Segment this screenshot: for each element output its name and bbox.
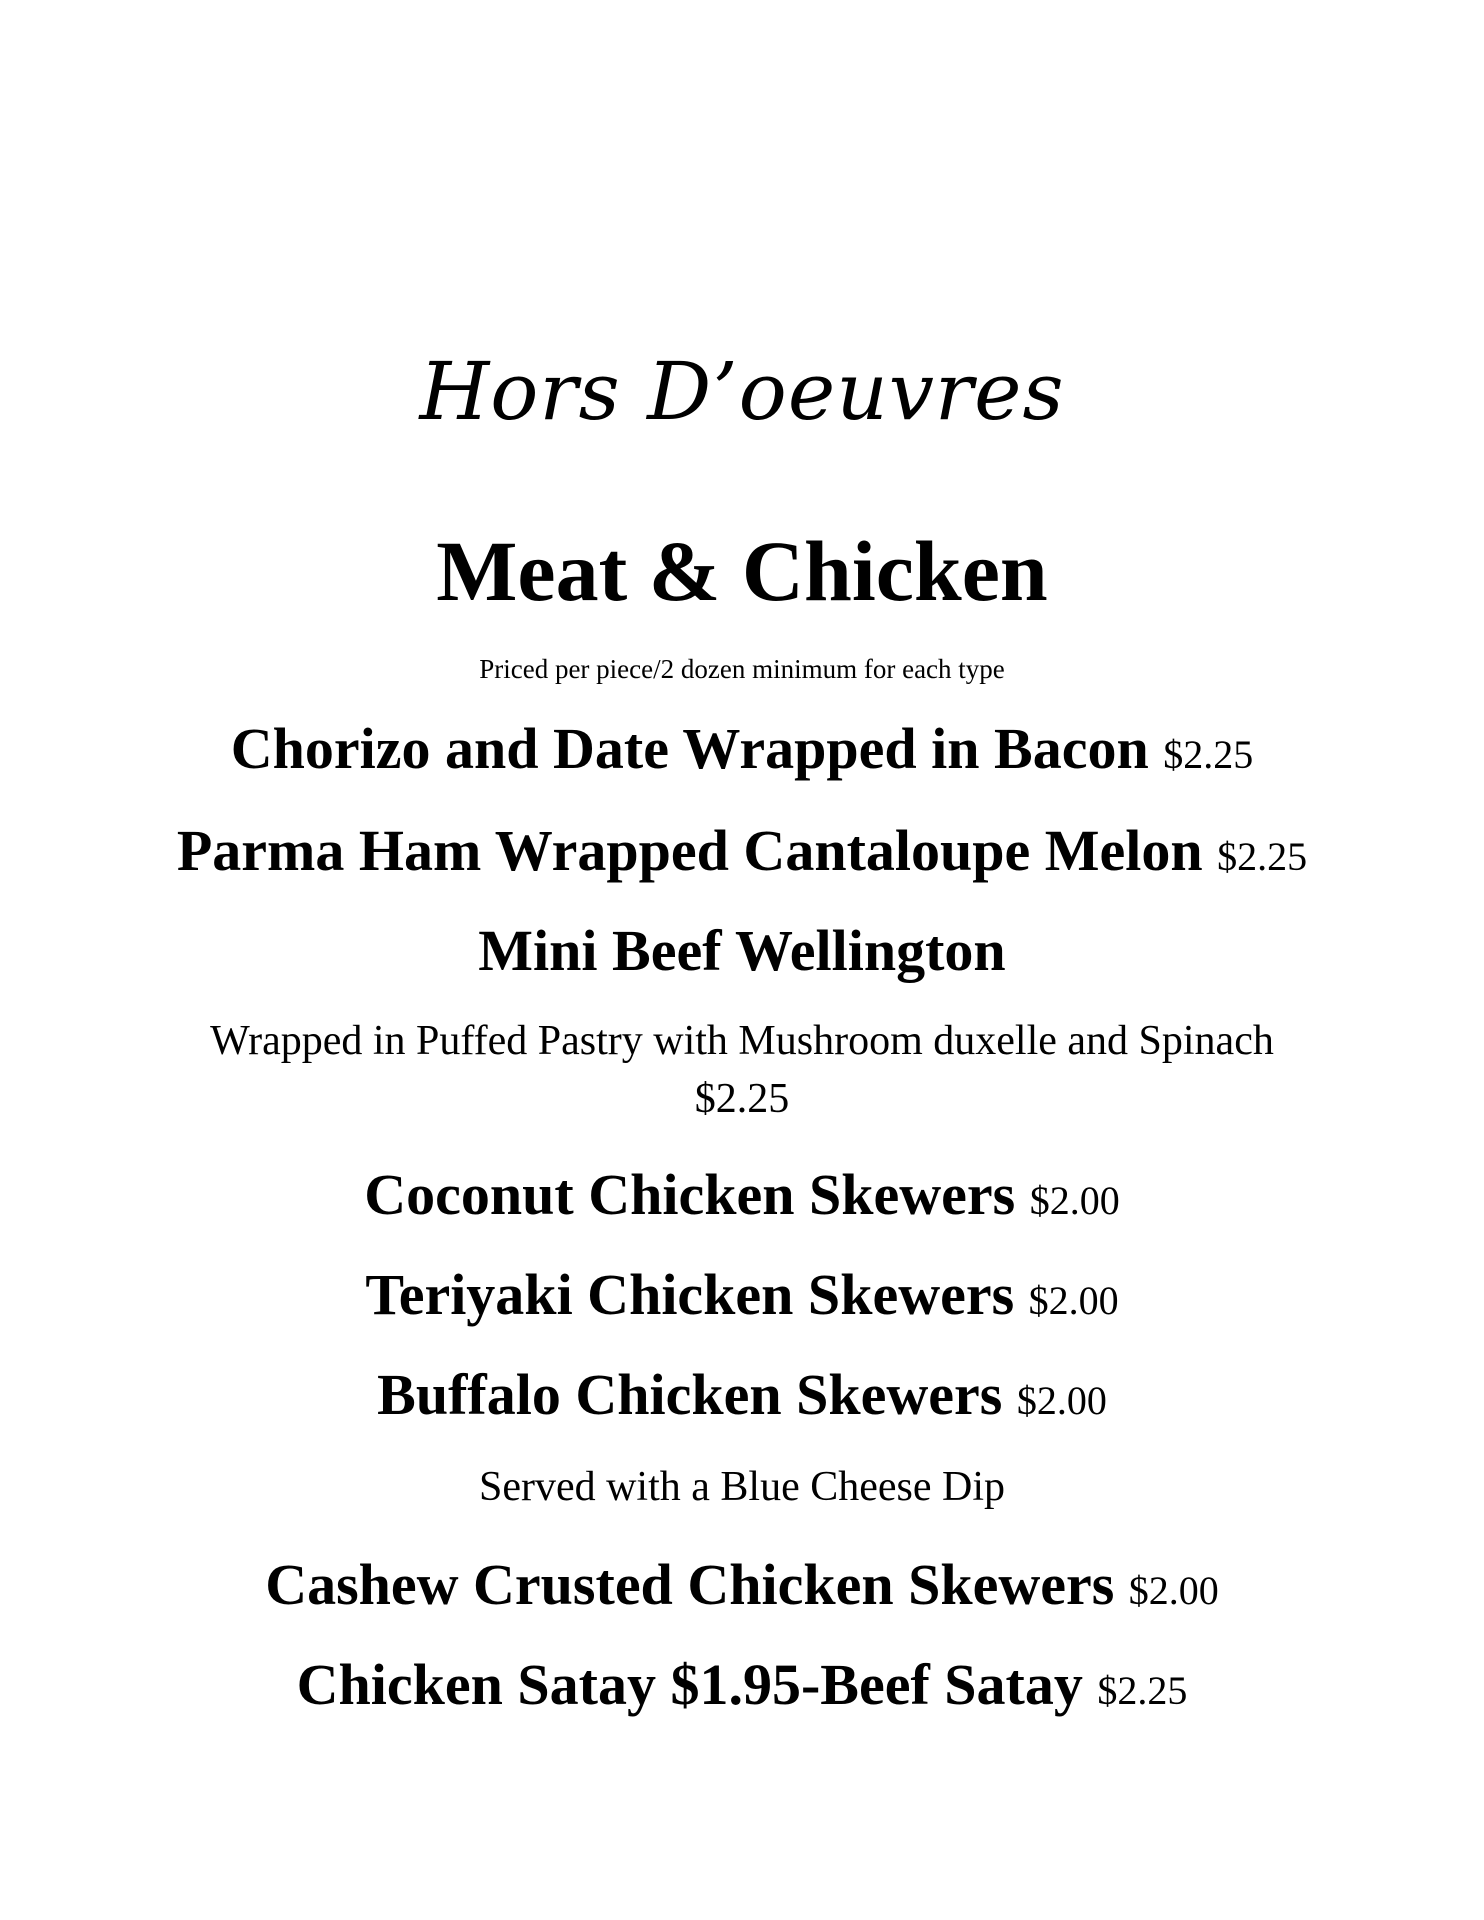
item-price-beef-wellington: $2.25 — [694, 1076, 790, 1122]
item-description-beef-wellington: Wrapped in Puffed Pastry with Mushroom duxelle and Spinach — [210, 1018, 1274, 1064]
item-price: $2.00 — [1128, 1568, 1219, 1613]
item-price: $2.25 — [1097, 1668, 1188, 1713]
item-price: $2.00 — [1016, 1378, 1107, 1423]
item-price: $2.25 — [1217, 834, 1308, 879]
pricing-note: Priced per piece/2 dozen minimum for each type — [479, 654, 1005, 684]
menu-item-cashew-chicken — [0, 1552, 1484, 1617]
item-price: $2.00 — [1028, 1278, 1119, 1323]
menu-item-chorizo — [0, 716, 1484, 781]
item-name: Chicken Satay $1.95-Beef Satay — [296, 1652, 1083, 1717]
item-description-buffalo-chicken: Served with a Blue Cheese Dip — [478, 1464, 1006, 1510]
item-price: $2.00 — [1029, 1178, 1120, 1223]
item-name: Mini Beef Wellington — [478, 918, 1006, 983]
item-name: Chorizo and Date Wrapped in Bacon — [230, 716, 1149, 781]
item-name: Parma Ham Wrapped Cantaloupe Melon — [176, 818, 1203, 883]
menu-item-coconut-chicken — [0, 1162, 1484, 1227]
section-title: Meat & Chicken — [436, 523, 1048, 619]
menu-item-buffalo-chicken — [0, 1362, 1484, 1427]
menu-item-satay — [0, 1652, 1484, 1717]
item-name: Cashew Crusted Chicken Skewers — [265, 1552, 1115, 1617]
item-price: $2.25 — [1163, 732, 1254, 777]
item-name: Coconut Chicken Skewers — [364, 1162, 1016, 1227]
menu-item-teriyaki-chicken — [0, 1262, 1484, 1327]
script-title: Hors D’oeuvres — [419, 345, 1065, 438]
menu-item-parma-ham — [0, 818, 1484, 883]
menu-item-beef-wellington — [0, 918, 1484, 983]
item-name: Buffalo Chicken Skewers — [377, 1362, 1003, 1427]
item-name: Teriyaki Chicken Skewers — [365, 1262, 1015, 1327]
